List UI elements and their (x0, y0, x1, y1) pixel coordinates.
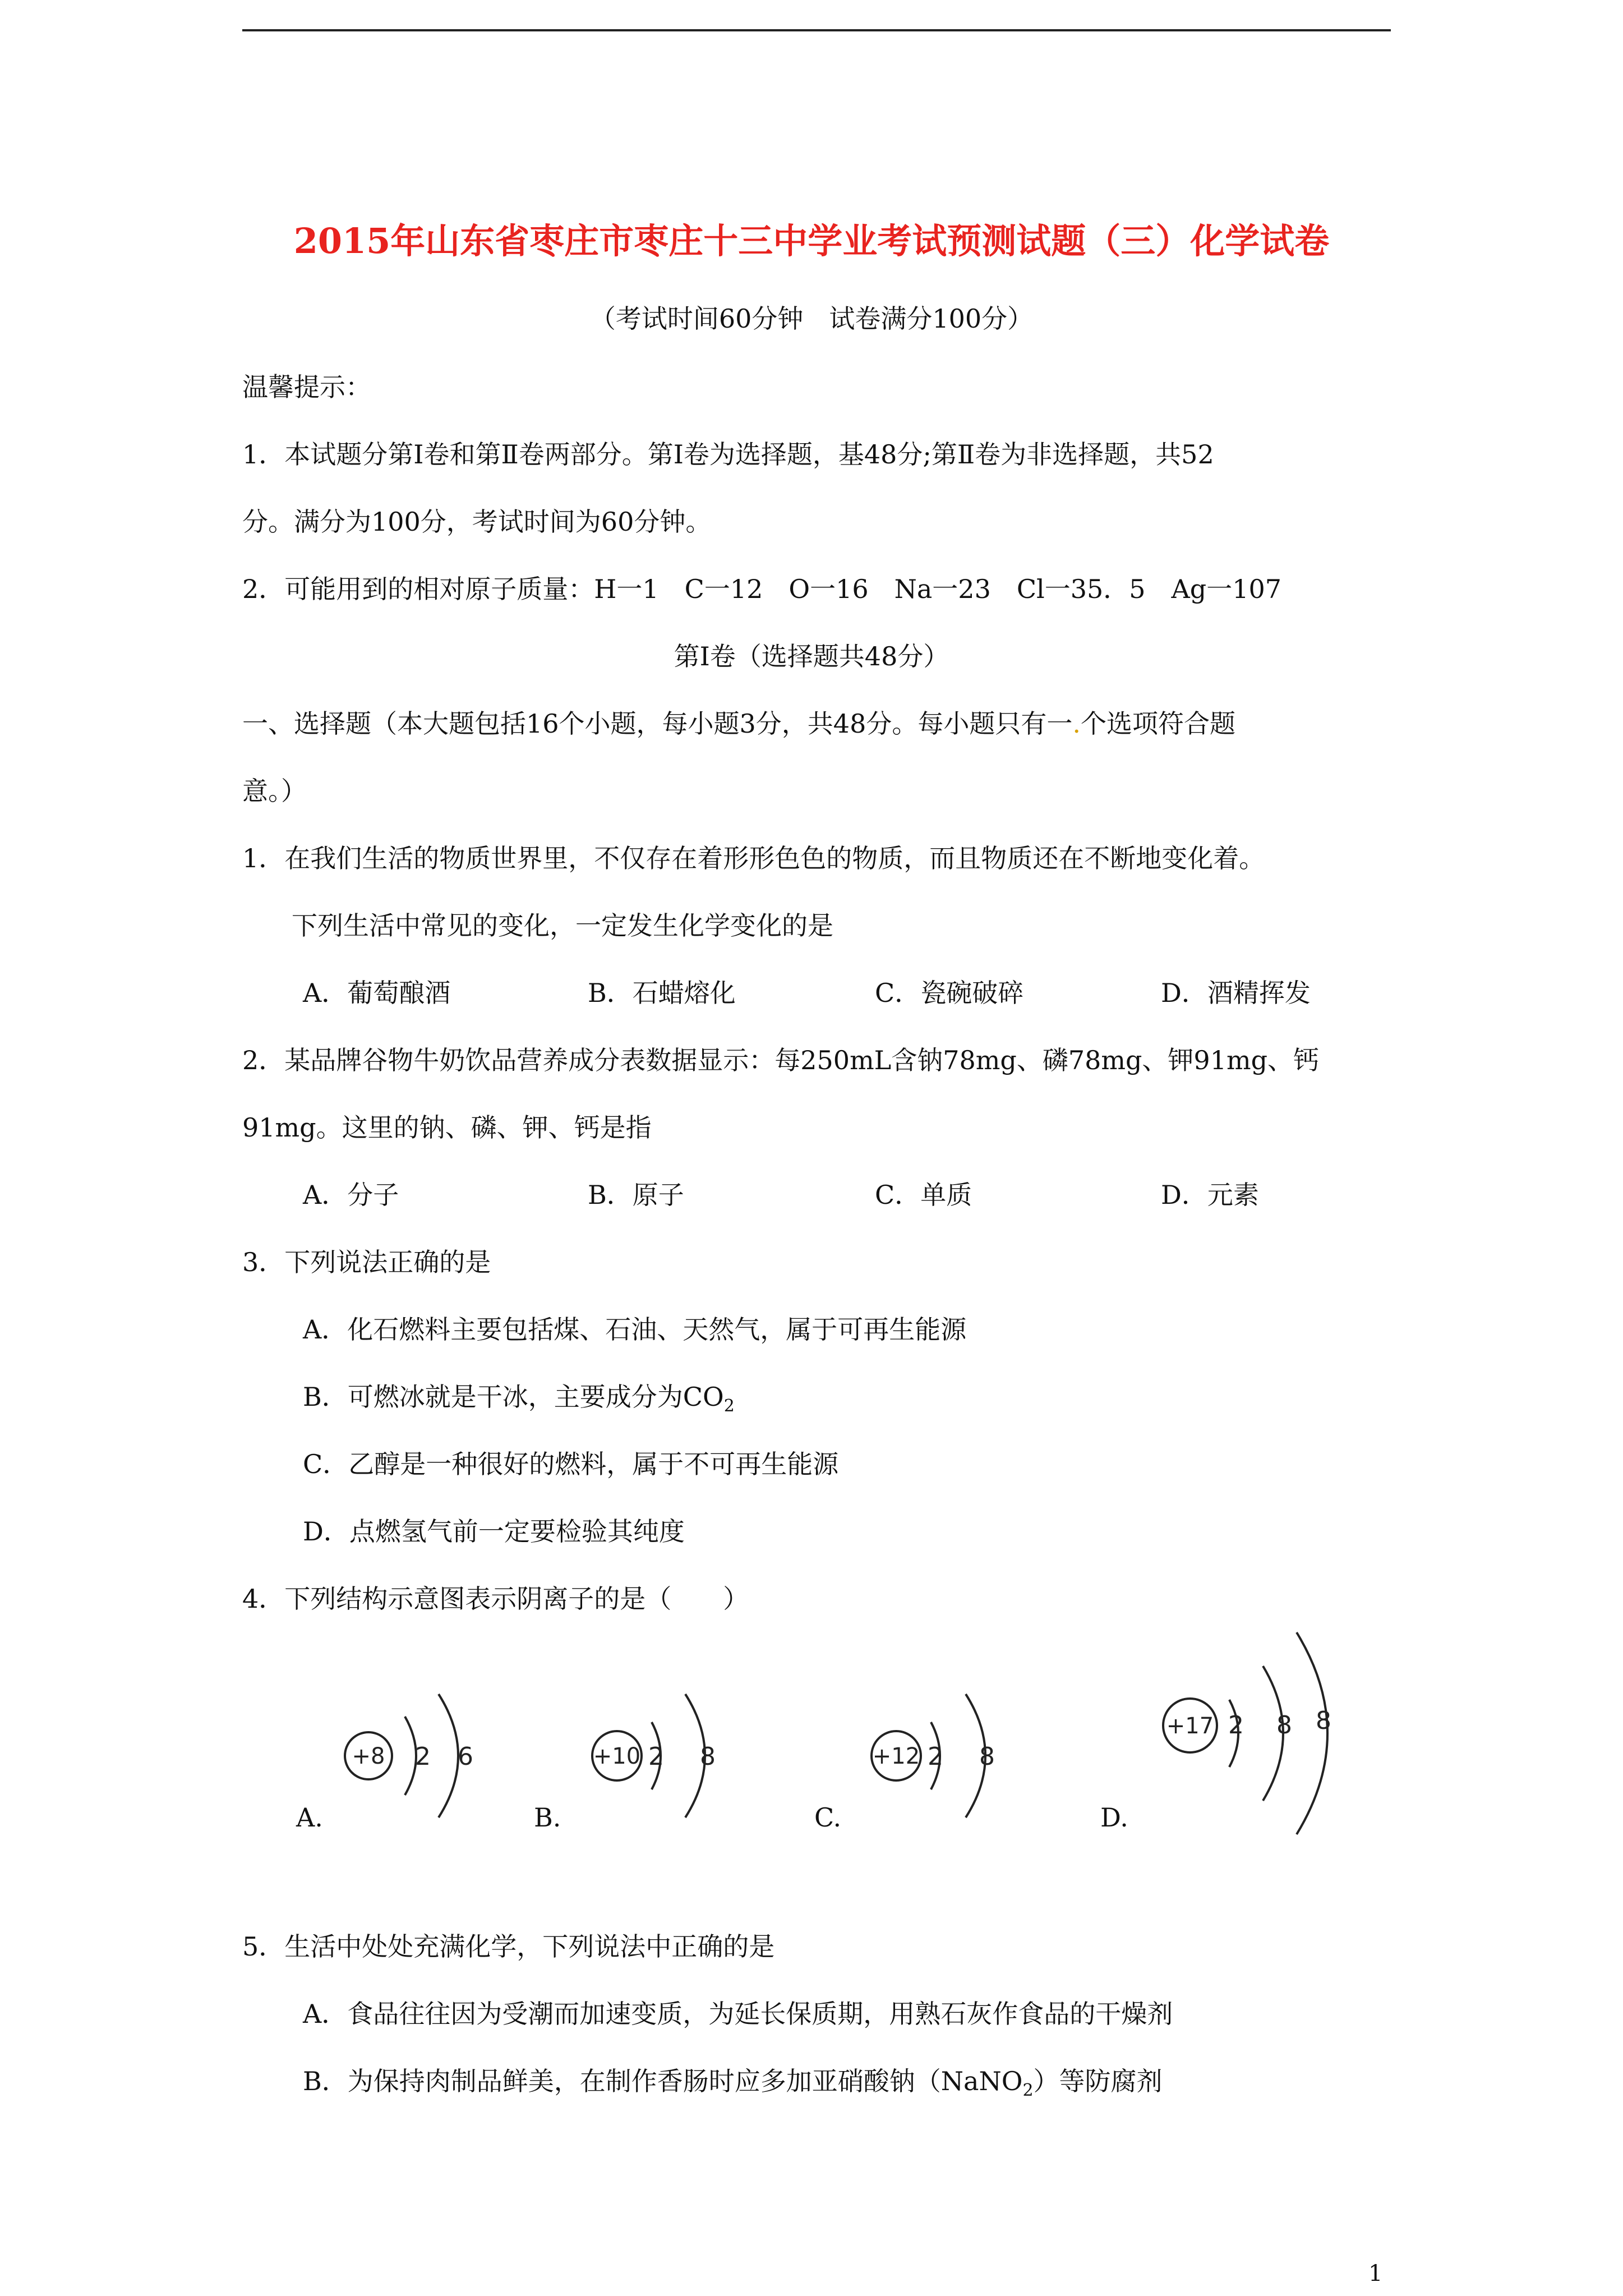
q3-stem: 3．下列说法正确的是 (242, 1247, 491, 1277)
q5-option-b (303, 2064, 1163, 2098)
q5-option-b-post: ）等防腐剂 (1033, 2066, 1163, 2096)
shell-count-c-1: 2 (928, 1742, 943, 1771)
q2-option-a: A．分子 (303, 1180, 399, 1210)
nucleus-charge-c: +12 (872, 1743, 920, 1769)
nucleus-charge-b: +10 (593, 1743, 641, 1769)
page-title: 2015年山东省枣庄市枣庄十三中学业考试预测试题（三）化学试卷 (293, 220, 1330, 261)
atom-diagram-b (592, 1694, 716, 1818)
q5-option-b-pre: B．为保持肉制品鲜美，在制作香肠时应多加亚硝酸钠（NaNO (303, 2066, 1023, 2096)
q1-option-b: B．石蜡熔化 (588, 978, 736, 1008)
nucleus-charge-d: +17 (1166, 1713, 1214, 1739)
q3-option-c: C．乙醇是一种很好的燃料，属于不可再生能源 (303, 1449, 839, 1479)
q1-option-d: D．酒精挥发 (1161, 978, 1311, 1008)
part-1-intro-line-2: 意。） (242, 776, 307, 806)
part-1-intro-a: 一、选择题（本大题包括16个小题，每小题3分，共48分。每小题只有一 (242, 708, 1073, 739)
q1-stem-line-2: 下列生活中常见的变化，一定发生化学变化的是 (292, 910, 833, 941)
header-rule (242, 29, 1391, 31)
shell-count-c-2: 8 (979, 1742, 995, 1771)
q4-label-b: B. (534, 1802, 561, 1833)
q5-option-a: A．食品往往因为受潮而加速变质，为延长保质期，用熟石灰作食品的干燥剂 (303, 1999, 1173, 2029)
section-heading: 第Ⅰ卷（选择题共48分） (674, 641, 949, 671)
shell-count-d-3: 8 (1316, 1706, 1331, 1735)
q5-option-b-subscript: 2 (1022, 2081, 1034, 2100)
q1-stem-line-1: 1．在我们生活的物质世界里，不仅存在着形形色色的物质，而且物质还在不断地变化着。 (242, 843, 1265, 873)
part-1-intro-line-1 (242, 707, 1235, 740)
part-1-intro-b: 个选项符合题 (1080, 708, 1235, 739)
q4-label-a: A. (296, 1802, 323, 1833)
shell-count-b-1: 2 (648, 1742, 664, 1771)
q4-label-c: C. (814, 1802, 842, 1833)
tip-1-line-2: 分。满分为100分，考试时间为60分钟。 (242, 507, 712, 537)
q3-option-d: D．点燃氢气前一定要检验其纯度 (303, 1516, 685, 1547)
tips-heading: 温馨提示： (242, 372, 371, 402)
q1-option-a: A．葡萄酿酒 (303, 978, 451, 1008)
q3-option-b-subscript: 2 (723, 1396, 735, 1416)
nucleus-charge-a: +8 (352, 1743, 385, 1769)
shell-arc-a-2 (439, 1694, 458, 1818)
atom-diagram-d (1163, 1632, 1331, 1834)
atom-diagram-c (872, 1694, 995, 1818)
q1-option-c: C．瓷碗破碎 (875, 978, 1024, 1008)
shell-count-b-2: 8 (700, 1742, 716, 1771)
q3-option-a: A．化石燃料主要包括煤、石油、天然气，属于可再生能源 (303, 1314, 967, 1345)
page-number: 1 (1368, 2261, 1383, 2286)
tip-1-line-1: 1．本试题分第Ⅰ卷和第Ⅱ卷两部分。第Ⅰ卷为选择题，基48分;第Ⅱ卷为非选择题，共52 (242, 439, 1214, 470)
emphasis-dot: . (1072, 708, 1081, 739)
q2-option-c: C．单质 (875, 1180, 972, 1210)
shell-count-d-2: 8 (1276, 1711, 1292, 1740)
exam-subtitle: （考试时间60分钟 试卷满分100分） (589, 303, 1034, 334)
shell-count-d-1: 2 (1228, 1711, 1244, 1740)
q3-option-b-text: B．可燃冰就是干冰，主要成分为CO (303, 1382, 724, 1412)
q3-option-b (303, 1380, 735, 1414)
shell-count-a-1: 2 (415, 1742, 431, 1771)
q2-option-d: D．元素 (1161, 1180, 1259, 1210)
q2-option-b: B．原子 (588, 1180, 684, 1210)
shell-count-a-2: 6 (458, 1742, 473, 1771)
q2-stem-line-1: 2．某品牌谷物牛奶饮品营养成分表数据显示：每250mL含钠78mg、磷78mg、钾91mg、钙 (242, 1045, 1320, 1075)
q2-stem-line-2: 91mg。这里的钠、磷、钾、钙是指 (242, 1112, 652, 1143)
atom-diagram-a (345, 1694, 473, 1818)
tip-2: 2．可能用到的相对原子质量：H一1 C一12 O一16 Na一23 Cl一35．5 Ag一107 (242, 574, 1282, 604)
q4-stem: 4．下列结构示意图表示阴离子的是（ ） (242, 1584, 749, 1614)
q5-stem: 5．生活中处处充满化学，下列说法中正确的是 (242, 1931, 775, 1962)
shell-arc-a-1 (405, 1717, 416, 1795)
q4-label-d: D. (1100, 1802, 1128, 1833)
